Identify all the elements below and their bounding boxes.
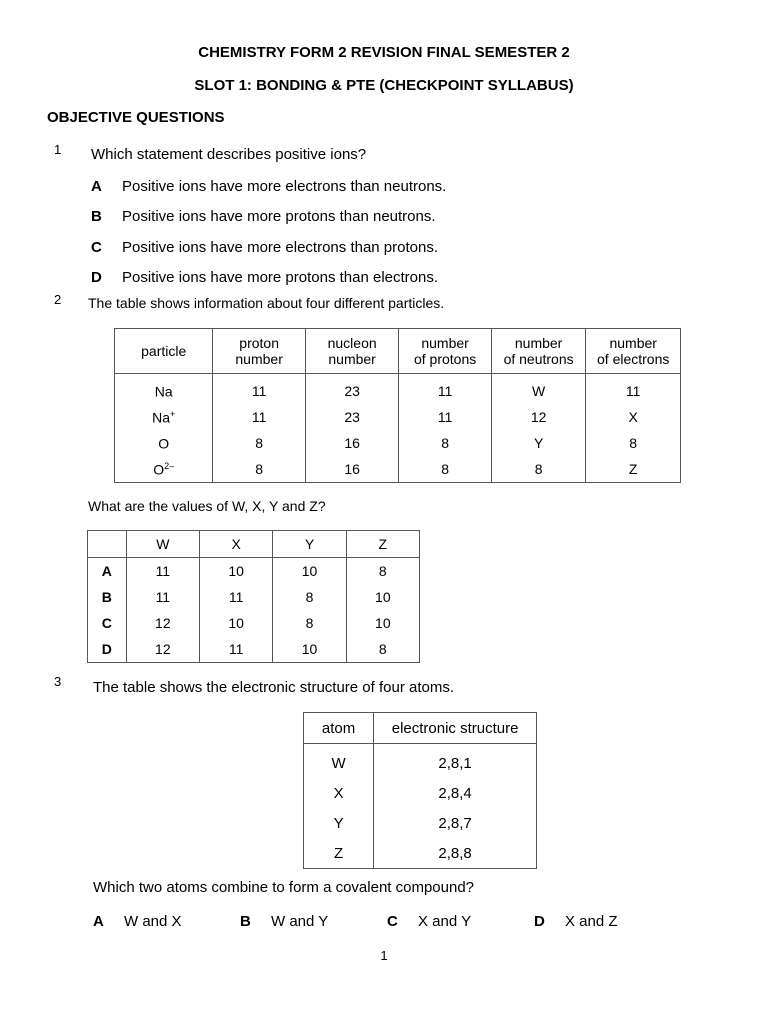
- table-cell: W: [491, 374, 586, 405]
- particle-symbol: O: [153, 461, 165, 478]
- answer-letter: B: [88, 584, 127, 610]
- particle-cell: [115, 374, 213, 405]
- table-cell: 10: [273, 558, 346, 585]
- table-row: [304, 808, 537, 838]
- table-row: [115, 404, 681, 430]
- particles-table: [114, 328, 681, 483]
- table-row: [115, 374, 681, 405]
- table-row: [115, 456, 681, 483]
- header-w: W: [126, 531, 199, 558]
- header-label-line1: number: [514, 335, 563, 351]
- table-cell: 12: [491, 404, 586, 430]
- table-cell: 8: [346, 558, 419, 585]
- structure-cell: 2,8,7: [374, 808, 537, 838]
- question-3-question: Which two atoms combine to form a covalent compound?: [93, 879, 475, 896]
- particle-symbol: Na: [152, 409, 171, 426]
- q3-option-b-text: W and Y: [271, 913, 329, 930]
- table-cell: 8: [399, 456, 491, 483]
- table-cell: Y: [491, 430, 586, 456]
- table-cell: 23: [305, 374, 398, 405]
- table-row: [88, 584, 420, 610]
- q1-option-b-text: Positive ions have more protons than neutrons.: [122, 208, 436, 225]
- section-heading: OBJECTIVE QUESTIONS: [47, 109, 225, 126]
- header-label-line1: nucleon: [327, 335, 377, 351]
- table-cell: 11: [126, 584, 199, 610]
- table-cell: 8: [213, 456, 305, 483]
- table-cell: X: [586, 404, 681, 430]
- q1-option-c-letter: C: [91, 239, 102, 256]
- table-cell: 16: [305, 456, 398, 483]
- table-cell: 11: [213, 374, 305, 405]
- q1-option-b-letter: B: [91, 208, 102, 225]
- particle-symbol: O: [158, 435, 170, 452]
- table-cell: 11: [126, 558, 199, 585]
- atom-cell: Y: [304, 808, 374, 838]
- table-cell: 12: [126, 636, 199, 663]
- header-particle: [115, 329, 213, 374]
- answer-letter: D: [88, 636, 127, 663]
- question-1-text: Which statement describes positive ions?: [91, 146, 367, 163]
- q3-option-c-letter: C: [387, 913, 398, 930]
- question-2-question: What are the values of W, X, Y and Z?: [88, 498, 326, 514]
- table-row: [88, 636, 420, 663]
- header-label-line1: proton: [239, 335, 279, 351]
- header-label-line2: of protons: [413, 351, 477, 367]
- q3-option-d-letter: D: [534, 913, 545, 930]
- table-row: [88, 558, 420, 585]
- structure-cell: 2,8,1: [374, 744, 537, 779]
- particles-table-header: [115, 329, 681, 374]
- header-atom: atom: [304, 713, 374, 744]
- answers-table-header: [88, 531, 420, 558]
- header-label-line2: number: [235, 351, 283, 367]
- table-cell: 11: [213, 404, 305, 430]
- q3-option-c-text: X and Y: [418, 913, 472, 930]
- structure-cell: 2,8,8: [374, 838, 537, 869]
- q3-option-a-text: W and X: [124, 913, 182, 930]
- q3-option-d-text: X and Z: [565, 913, 618, 930]
- structure-cell: 2,8,4: [374, 778, 537, 808]
- table-cell: 11: [399, 404, 491, 430]
- table-cell: 10: [346, 610, 419, 636]
- header-blank: [88, 531, 127, 558]
- table-cell: 23: [305, 404, 398, 430]
- table-row: [304, 744, 537, 779]
- header-label-line1: number: [421, 335, 469, 351]
- table-cell: 10: [200, 558, 273, 585]
- answer-letter: C: [88, 610, 127, 636]
- table-cell: 10: [273, 636, 346, 663]
- header-label-line2: of electrons: [597, 351, 670, 367]
- q1-option-a-text: Positive ions have more electrons than neutrons.: [122, 178, 447, 195]
- particle-charge: 2–: [164, 460, 175, 471]
- header-number-of-neutrons: [491, 329, 586, 374]
- question-2-number: 2: [54, 292, 62, 307]
- particle-cell: [115, 430, 213, 456]
- table-cell: 8: [586, 430, 681, 456]
- table-cell: 8: [399, 430, 491, 456]
- table-cell: 11: [200, 636, 273, 663]
- question-3-intro: The table shows the electronic structure of four atoms.: [93, 679, 455, 696]
- table-cell: 8: [346, 636, 419, 663]
- header-nucleon-number: [305, 329, 398, 374]
- atom-cell: W: [304, 744, 374, 779]
- atom-cell: X: [304, 778, 374, 808]
- header-electronic-structure: electronic structure: [374, 713, 537, 744]
- table-cell: 16: [305, 430, 398, 456]
- header-number-of-electrons: [586, 329, 681, 374]
- q1-option-d-text: Positive ions have more protons than electrons.: [122, 269, 439, 286]
- table-cell: 8: [213, 430, 305, 456]
- table-cell: 10: [200, 610, 273, 636]
- answers-table: [87, 530, 420, 663]
- question-1-number: 1: [54, 142, 62, 157]
- header-z: Z: [346, 531, 419, 558]
- table-cell: 8: [273, 610, 346, 636]
- table-cell: 12: [126, 610, 199, 636]
- question-3-number: 3: [54, 674, 62, 689]
- q3-option-a-letter: A: [93, 913, 104, 930]
- header-x: X: [200, 531, 273, 558]
- electronic-structure-table: [303, 712, 537, 869]
- header-label-line1: number: [609, 335, 657, 351]
- page-number: 1: [380, 948, 388, 963]
- header-y: Y: [273, 531, 346, 558]
- document-title: CHEMISTRY FORM 2 REVISION FINAL SEMESTER 2: [198, 44, 570, 61]
- table-row: [304, 838, 537, 869]
- q1-option-c-text: Positive ions have more electrons than protons.: [122, 239, 439, 256]
- answer-letter: A: [88, 558, 127, 585]
- particle-symbol: Na: [154, 383, 173, 400]
- header-number-of-protons: [399, 329, 491, 374]
- q1-option-d-letter: D: [91, 269, 102, 286]
- particle-cell: [115, 404, 213, 430]
- table-cell: 8: [491, 456, 586, 483]
- table-cell: 11: [399, 374, 491, 405]
- table-cell: Z: [586, 456, 681, 483]
- table-cell: 11: [200, 584, 273, 610]
- question-2-intro: The table shows information about four different particles.: [88, 295, 445, 311]
- table-cell: 10: [346, 584, 419, 610]
- document-subtitle: SLOT 1: BONDING & PTE (CHECKPOINT SYLLABUS): [194, 77, 574, 94]
- atom-cell: Z: [304, 838, 374, 869]
- table-row: [304, 778, 537, 808]
- header-particle-label: particle: [141, 343, 187, 359]
- table-row: [88, 610, 420, 636]
- header-label-line2: number: [328, 351, 376, 367]
- q1-option-a-letter: A: [91, 178, 102, 195]
- q3-option-b-letter: B: [240, 913, 251, 930]
- table-row: [115, 430, 681, 456]
- table-cell: 8: [273, 584, 346, 610]
- header-proton-number: [213, 329, 305, 374]
- particle-charge: +: [170, 408, 176, 419]
- table-cell: 11: [586, 374, 681, 405]
- particle-cell: [115, 456, 213, 483]
- electronic-structure-header: [304, 713, 537, 744]
- header-label-line2: of neutrons: [503, 351, 574, 367]
